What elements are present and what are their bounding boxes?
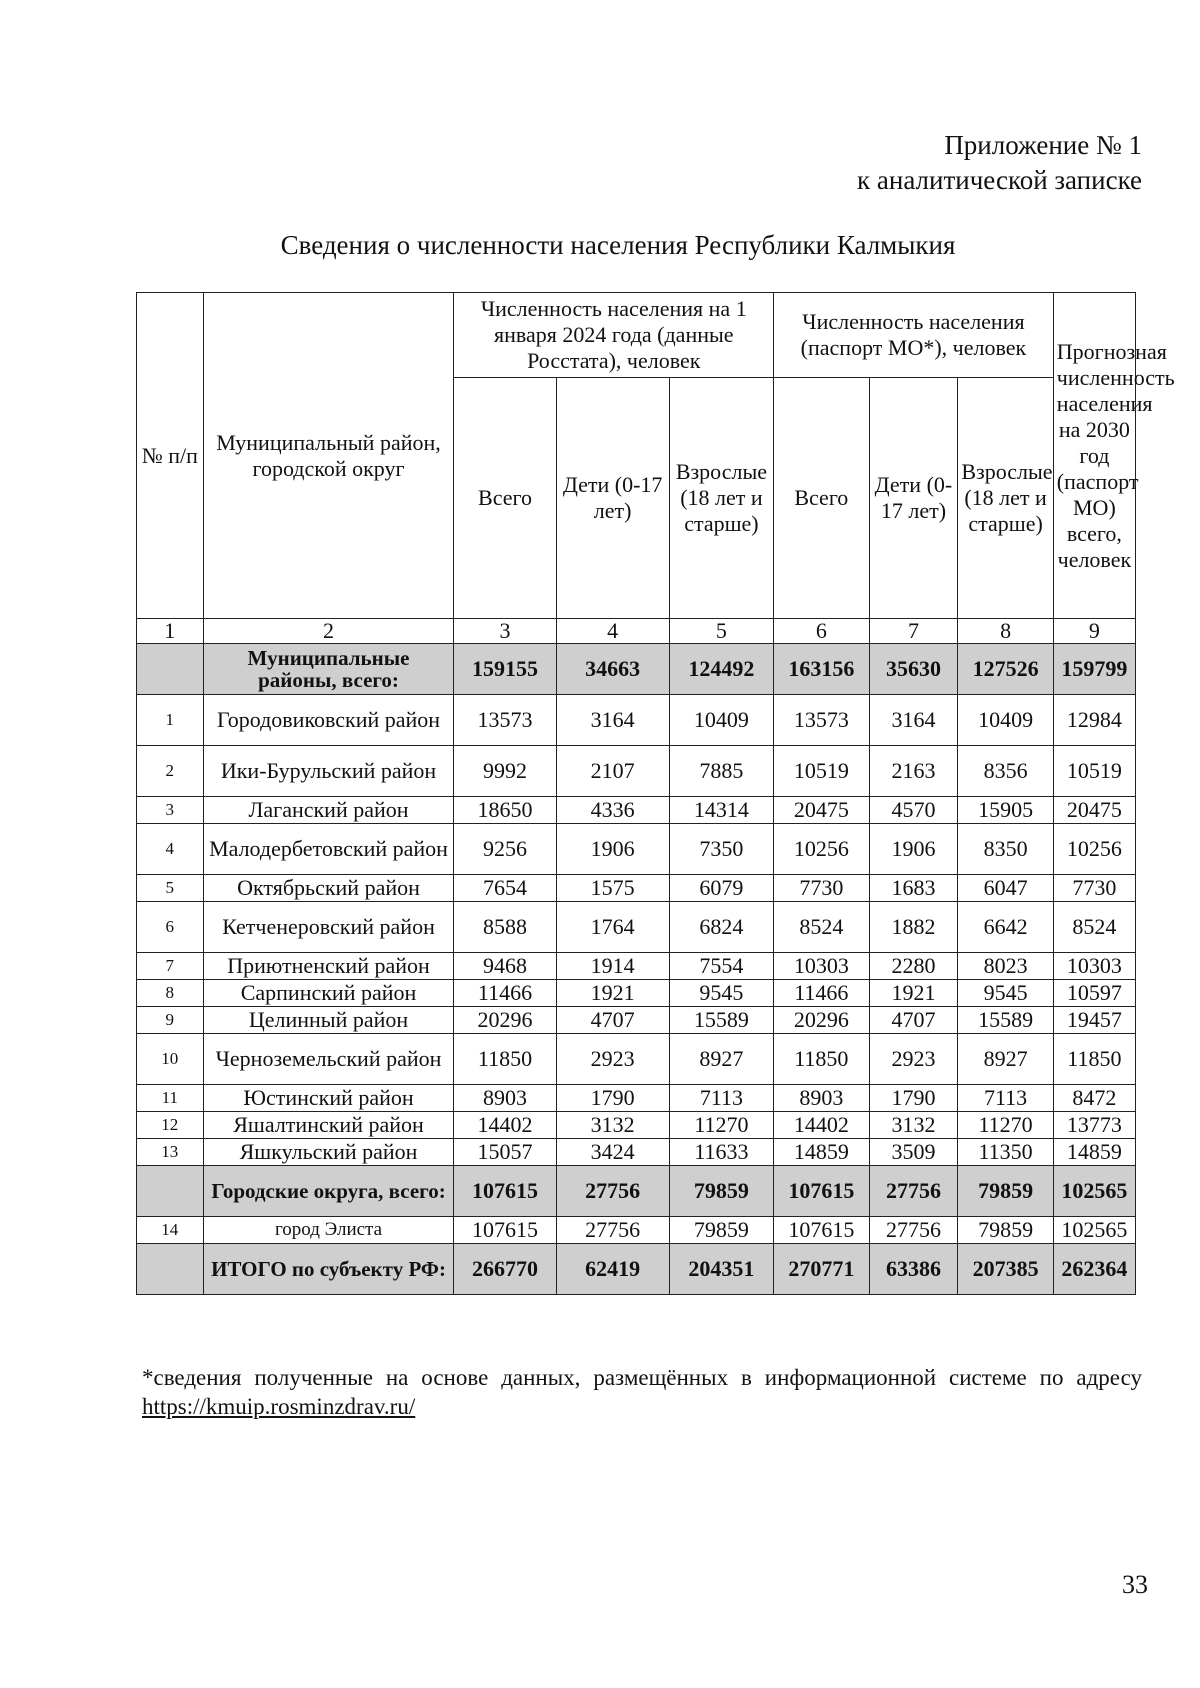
value-cell: 11270 [958,1112,1053,1139]
value-cell: 13773 [1053,1112,1135,1139]
column-number: 4 [556,619,669,644]
district-name: Кетченеровский район [203,902,454,953]
header-district: Муниципальный район, городской округ [203,293,454,619]
district-name: Ики-Бурульский район [203,746,454,797]
row-number: 10 [137,1034,204,1085]
district-name: Целинный район [203,1007,454,1034]
value-cell: 20296 [774,1007,869,1034]
row-number: 6 [137,902,204,953]
district-name: ИТОГО по субъекту РФ: [203,1244,454,1295]
row-number: 13 [137,1139,204,1166]
value-cell: 102565 [1053,1217,1135,1244]
district-name: Приютненский район [203,953,454,980]
value-cell: 7885 [669,746,773,797]
value-cell: 1790 [869,1085,958,1112]
value-cell: 102565 [1053,1166,1135,1217]
value-cell: 10519 [774,746,869,797]
district-name: Яшкульский район [203,1139,454,1166]
value-cell: 8588 [454,902,556,953]
value-cell: 2280 [869,953,958,980]
value-cell: 4336 [556,797,669,824]
value-cell: 6642 [958,902,1053,953]
value-cell: 2923 [556,1034,669,1085]
value-cell: 262364 [1053,1244,1135,1295]
value-cell: 11466 [774,980,869,1007]
value-cell: 8524 [1053,902,1135,953]
row-number: 14 [137,1217,204,1244]
value-cell: 11350 [958,1139,1053,1166]
column-number: 6 [774,619,869,644]
value-cell: 7113 [669,1085,773,1112]
value-cell: 1882 [869,902,958,953]
value-cell: 6824 [669,902,773,953]
table-row [137,1139,1136,1166]
row-number: 12 [137,1112,204,1139]
value-cell: 266770 [454,1244,556,1295]
value-cell: 7113 [958,1085,1053,1112]
column-number: 8 [958,619,1053,644]
value-cell: 1906 [556,824,669,875]
table-row [137,1112,1136,1139]
value-cell: 14859 [774,1139,869,1166]
value-cell: 20475 [1053,797,1135,824]
value-cell: 6047 [958,875,1053,902]
row-number: 3 [137,797,204,824]
value-cell: 10409 [669,695,773,746]
value-cell: 79859 [958,1217,1053,1244]
value-cell: 15589 [669,1007,773,1034]
value-cell: 15589 [958,1007,1053,1034]
district-name: город Элиста [203,1217,454,1244]
value-cell: 11466 [454,980,556,1007]
table-row [137,695,1136,746]
value-cell: 79859 [669,1217,773,1244]
column-number: 9 [1053,619,1135,644]
header-rosstat-total: Всего [454,378,556,619]
table-row [137,980,1136,1007]
value-cell: 79859 [958,1166,1053,1217]
district-name: Муниципальные районы, всего: [203,644,454,695]
table-row [137,902,1136,953]
value-cell: 13573 [454,695,556,746]
column-number: 2 [203,619,454,644]
value-cell: 18650 [454,797,556,824]
table-body [137,619,1136,1295]
appendix-line-2: к аналитической записке [857,165,1142,195]
row-number [137,1244,204,1295]
value-cell: 1921 [869,980,958,1007]
district-name: Городовиковский район [203,695,454,746]
row-number: 1 [137,695,204,746]
value-cell: 20475 [774,797,869,824]
table-row [137,1034,1136,1085]
value-cell: 14402 [454,1112,556,1139]
value-cell: 35630 [869,644,958,695]
value-cell: 11633 [669,1139,773,1166]
document-title: Сведения о численности населения Республики Калмыкия [280,230,956,260]
row-number: 5 [137,875,204,902]
value-cell: 107615 [454,1217,556,1244]
value-cell: 11850 [774,1034,869,1085]
district-name: Черноземельский район [203,1034,454,1085]
value-cell: 15057 [454,1139,556,1166]
value-cell: 3164 [556,695,669,746]
value-cell: 8023 [958,953,1053,980]
value-cell: 1790 [556,1085,669,1112]
value-cell: 14402 [774,1112,869,1139]
value-cell: 3164 [869,695,958,746]
value-cell: 14859 [1053,1139,1135,1166]
table-row [137,797,1136,824]
header-passport-adults: Взрослые (18 лет и старше) [958,378,1053,619]
population-table [136,292,1175,1295]
value-cell: 27756 [556,1217,669,1244]
value-cell: 1764 [556,902,669,953]
value-cell: 4707 [869,1007,958,1034]
value-cell: 10256 [1053,824,1135,875]
value-cell: 27756 [869,1217,958,1244]
row-number: 8 [137,980,204,1007]
appendix-header [857,128,1142,198]
value-cell: 207385 [958,1244,1053,1295]
header-num: № п/п [137,293,204,619]
row-number [137,644,204,695]
value-cell: 11850 [454,1034,556,1085]
row-number: 4 [137,824,204,875]
header-passport-total: Всего [774,378,869,619]
district-name: Юстинский район [203,1085,454,1112]
page-number: 33 [1122,1570,1148,1599]
value-cell: 270771 [774,1244,869,1295]
value-cell: 11270 [669,1112,773,1139]
value-cell: 204351 [669,1244,773,1295]
header-forecast: Прогнозная численность населения на 2030 год (паспорт МО) всего, человек [1053,293,1135,619]
value-cell: 10409 [958,695,1053,746]
row-number: 2 [137,746,204,797]
value-cell: 10256 [774,824,869,875]
header-rosstat-group: Численность населения на 1 января 2024 года (данные Росстата), человек [454,293,774,378]
value-cell: 2107 [556,746,669,797]
value-cell: 1914 [556,953,669,980]
value-cell: 9992 [454,746,556,797]
header-rosstat-children: Дети (0-17 лет) [556,378,669,619]
value-cell: 27756 [869,1166,958,1217]
district-name: Сарпинский район [203,980,454,1007]
value-cell: 1683 [869,875,958,902]
value-cell: 9545 [958,980,1053,1007]
value-cell: 20296 [454,1007,556,1034]
row-number: 9 [137,1007,204,1034]
value-cell: 14314 [669,797,773,824]
value-cell: 159799 [1053,644,1135,695]
table-row [137,1217,1136,1244]
row-number [137,1166,204,1217]
value-cell: 7730 [1053,875,1135,902]
column-number: 7 [869,619,958,644]
value-cell: 107615 [774,1166,869,1217]
value-cell: 163156 [774,644,869,695]
value-cell: 19457 [1053,1007,1135,1034]
value-cell: 127526 [958,644,1053,695]
header-passport-children: Дети (0-17 лет) [869,378,958,619]
value-cell: 3132 [556,1112,669,1139]
column-number: 1 [137,619,204,644]
value-cell: 10519 [1053,746,1135,797]
value-cell: 11850 [1053,1034,1135,1085]
value-cell: 8356 [958,746,1053,797]
footnote-text: *сведения полученные на основе данных, размещённых в информационной системе по адресу [142,1365,1142,1390]
value-cell: 8472 [1053,1085,1135,1112]
column-number: 5 [669,619,773,644]
value-cell: 1921 [556,980,669,1007]
value-cell: 8524 [774,902,869,953]
value-cell: 124492 [669,644,773,695]
value-cell: 9468 [454,953,556,980]
value-cell: 9545 [669,980,773,1007]
table-row [137,1007,1136,1034]
value-cell: 7554 [669,953,773,980]
value-cell: 8927 [958,1034,1053,1085]
value-cell: 2163 [869,746,958,797]
value-cell: 9256 [454,824,556,875]
value-cell: 8903 [774,1085,869,1112]
value-cell: 10303 [774,953,869,980]
district-name: Малодербетовский район [203,824,454,875]
value-cell: 159155 [454,644,556,695]
district-name: Яшалтинский район [203,1112,454,1139]
footnote-link[interactable]: https://kmuip.rosminzdrav.ru/ [142,1394,416,1419]
column-number-row [137,619,1136,644]
value-cell: 7730 [774,875,869,902]
footnote [142,1363,1142,1421]
table-row [137,953,1136,980]
value-cell: 12984 [1053,695,1135,746]
urban-total-row [137,1166,1136,1217]
value-cell: 62419 [556,1244,669,1295]
district-name: Октябрьский район [203,875,454,902]
municipal-total-row [137,644,1136,695]
value-cell: 8350 [958,824,1053,875]
value-cell: 10303 [1053,953,1135,980]
value-cell: 107615 [454,1166,556,1217]
value-cell: 63386 [869,1244,958,1295]
column-number: 3 [454,619,556,644]
value-cell: 3424 [556,1139,669,1166]
value-cell: 34663 [556,644,669,695]
header-passport-group: Численность населения (паспорт МО*), человек [774,293,1054,378]
value-cell: 2923 [869,1034,958,1085]
value-cell: 1575 [556,875,669,902]
value-cell: 10597 [1053,980,1135,1007]
row-number: 7 [137,953,204,980]
value-cell: 27756 [556,1166,669,1217]
table-row [137,824,1136,875]
value-cell: 4570 [869,797,958,824]
value-cell: 7654 [454,875,556,902]
row-number: 11 [137,1085,204,1112]
grand-total-row [137,1244,1136,1295]
value-cell: 107615 [774,1217,869,1244]
district-name: Городские округа, всего: [203,1166,454,1217]
value-cell: 15905 [958,797,1053,824]
value-cell: 1906 [869,824,958,875]
table-row [137,1085,1136,1112]
value-cell: 3132 [869,1112,958,1139]
value-cell: 8927 [669,1034,773,1085]
value-cell: 8903 [454,1085,556,1112]
header-rosstat-adults: Взрослые (18 лет и старше) [669,378,773,619]
table-row [137,875,1136,902]
value-cell: 6079 [669,875,773,902]
value-cell: 13573 [774,695,869,746]
value-cell: 79859 [669,1166,773,1217]
value-cell: 3509 [869,1139,958,1166]
table-row [137,746,1136,797]
value-cell: 4707 [556,1007,669,1034]
district-name: Лаганский район [203,797,454,824]
appendix-line-1: Приложение № 1 [944,130,1142,160]
value-cell: 7350 [669,824,773,875]
